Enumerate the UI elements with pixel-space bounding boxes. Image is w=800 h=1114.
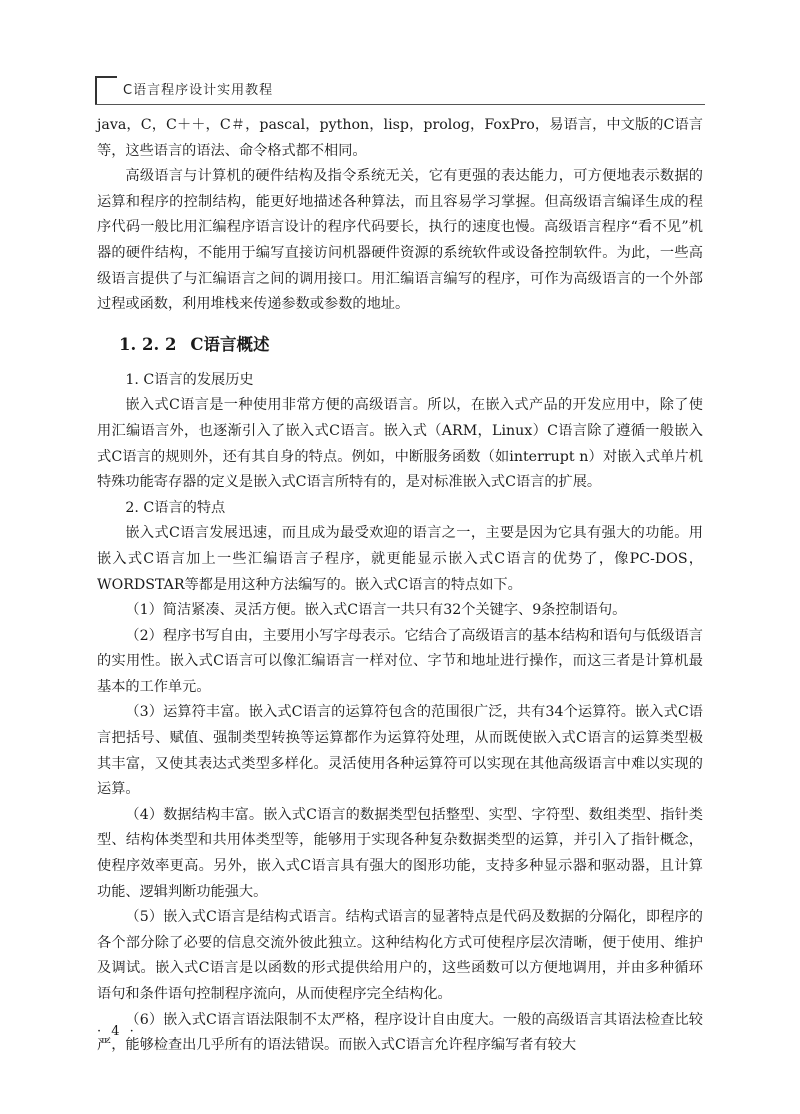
header-bracket-decoration [95, 76, 117, 104]
section-heading [97, 332, 703, 358]
feature-item-2: （2）程序书写自由，主要用小写字母表示。它结合了高级语言的基本结构和语句与低级语言的实用性。嵌入式C语言可以像汇编语言一样对位、字节和地址进行操作，而这三者是计算机最基本的工作单元。 [97, 627, 703, 695]
book-title: C语言程序设计实用教程 [123, 83, 274, 98]
subheading-features: 2. C语言的特点 [125, 499, 226, 516]
feature-item-4: （4）数据结构丰富。嵌入式C语言的数据类型包括整型、实型、字符型、数组类型、指针类型、结构体类型和共用体类型等，能够用于实现各种复杂数据类型的运算，并引入了指针概念，使程序效率更高。另外，嵌入式C语言具有强大的图形功能，支持多种显示器和驱动器，且计算功能、逻辑判断功能强大。 [97, 806, 703, 900]
header-rule [95, 104, 705, 105]
section-title: C语言概述 [190, 334, 270, 354]
feature-item-3: （3）运算符丰富。嵌入式C语言的运算符包含的范围很广泛，共有34个运算符。嵌入式C语言把括号、赋值、强制类型转换等运算都作为运算符处理，从而既使嵌入式C语言的运算类型极其丰富，又使其表达式类型多样化。灵活使用各种运算符可以实现在其他高级语言中难以实现的运算。 [97, 704, 703, 798]
paragraph-history: 嵌入式C语言是一种使用非常方便的高级语言。所以，在嵌入式产品的开发应用中，除了使用汇编语言外，也逐渐引入了嵌入式C语言。嵌入式（ARM，Linux）C语言除了遵循一般嵌入式C语言的规则外，还有其自身的特点。例如，中断服务函数（如interrupt n）对嵌入式单片机特殊功能寄存器的定义是嵌入式C语言所特有的，是对标准嵌入式C语言的扩展。 [97, 397, 703, 491]
page-number: · 4 · [97, 1024, 137, 1039]
paragraph-language-list: java，C，C＋＋，C＃，pascal，python，lisp，prolog，FoxPro，易语言，中文版的C语言等，这些语言的语法、命令格式都不相同。 [97, 117, 703, 159]
feature-item-6: （6）嵌入式C语言语法限制不太严格，程序设计自由度大。一般的高级语言其语法检查比较严，能够检查出几乎所有的语法错误。而嵌入式C语言允许程序编写者有较大 [97, 1011, 703, 1054]
running-header [95, 76, 705, 106]
subheading-history: 1. C语言的发展历史 [125, 371, 254, 388]
page-body [97, 113, 703, 1059]
feature-item-1: （1）简洁紧凑、灵活方便。嵌入式C语言一共只有32个关键字、9条控制语句。 [125, 602, 627, 619]
section-number: 1. 2. 2 [119, 334, 177, 354]
feature-item-5: （5）嵌入式C语言是结构式语言。结构式语言的显著特点是代码及数据的分隔化，即程序的各个部分除了必要的信息交流外彼此独立。这种结构化方式可使程序层次清晰，便于使用、维护及调试。嵌入式C语言是以函数的形式提供给用户的，这些函数可以方便地调用，并由多种循环语句和条件语句控制程序流向，从而使程序完全结构化。 [97, 909, 703, 1002]
paragraph-high-level-language: 高级语言与计算机的硬件结构及指令系统无关，它有更强的表达能力，可方便地表示数据的运算和程序的控制结构，能更好地描述各种算法，而且容易学习掌握。但高级语言编译生成的程序代码一般比用汇编程序语言设计的程序代码要长，执行的速度也慢。高级语言程序“看不见”机器的硬件结构，不能用于编写直接访问机器硬件资源的系统软件或设备控制软件。为此，一些高级语言提供了与汇编语言之间的调用接口。用汇编语言编写的程序，可作为高级语言的一个外部过程或函数，利用堆栈来传递参数或参数的地址。 [97, 168, 703, 313]
paragraph-features-intro: 嵌入式C语言发展迅速，而且成为最受欢迎的语言之一，主要是因为它具有强大的功能。用嵌入式C语言加上一些汇编语言子程序，就更能显示嵌入式C语言的优势了，像PC-DOS，WORDSTAR等都是用这种方法编写的。嵌入式C语言的特点如下。 [97, 525, 703, 593]
